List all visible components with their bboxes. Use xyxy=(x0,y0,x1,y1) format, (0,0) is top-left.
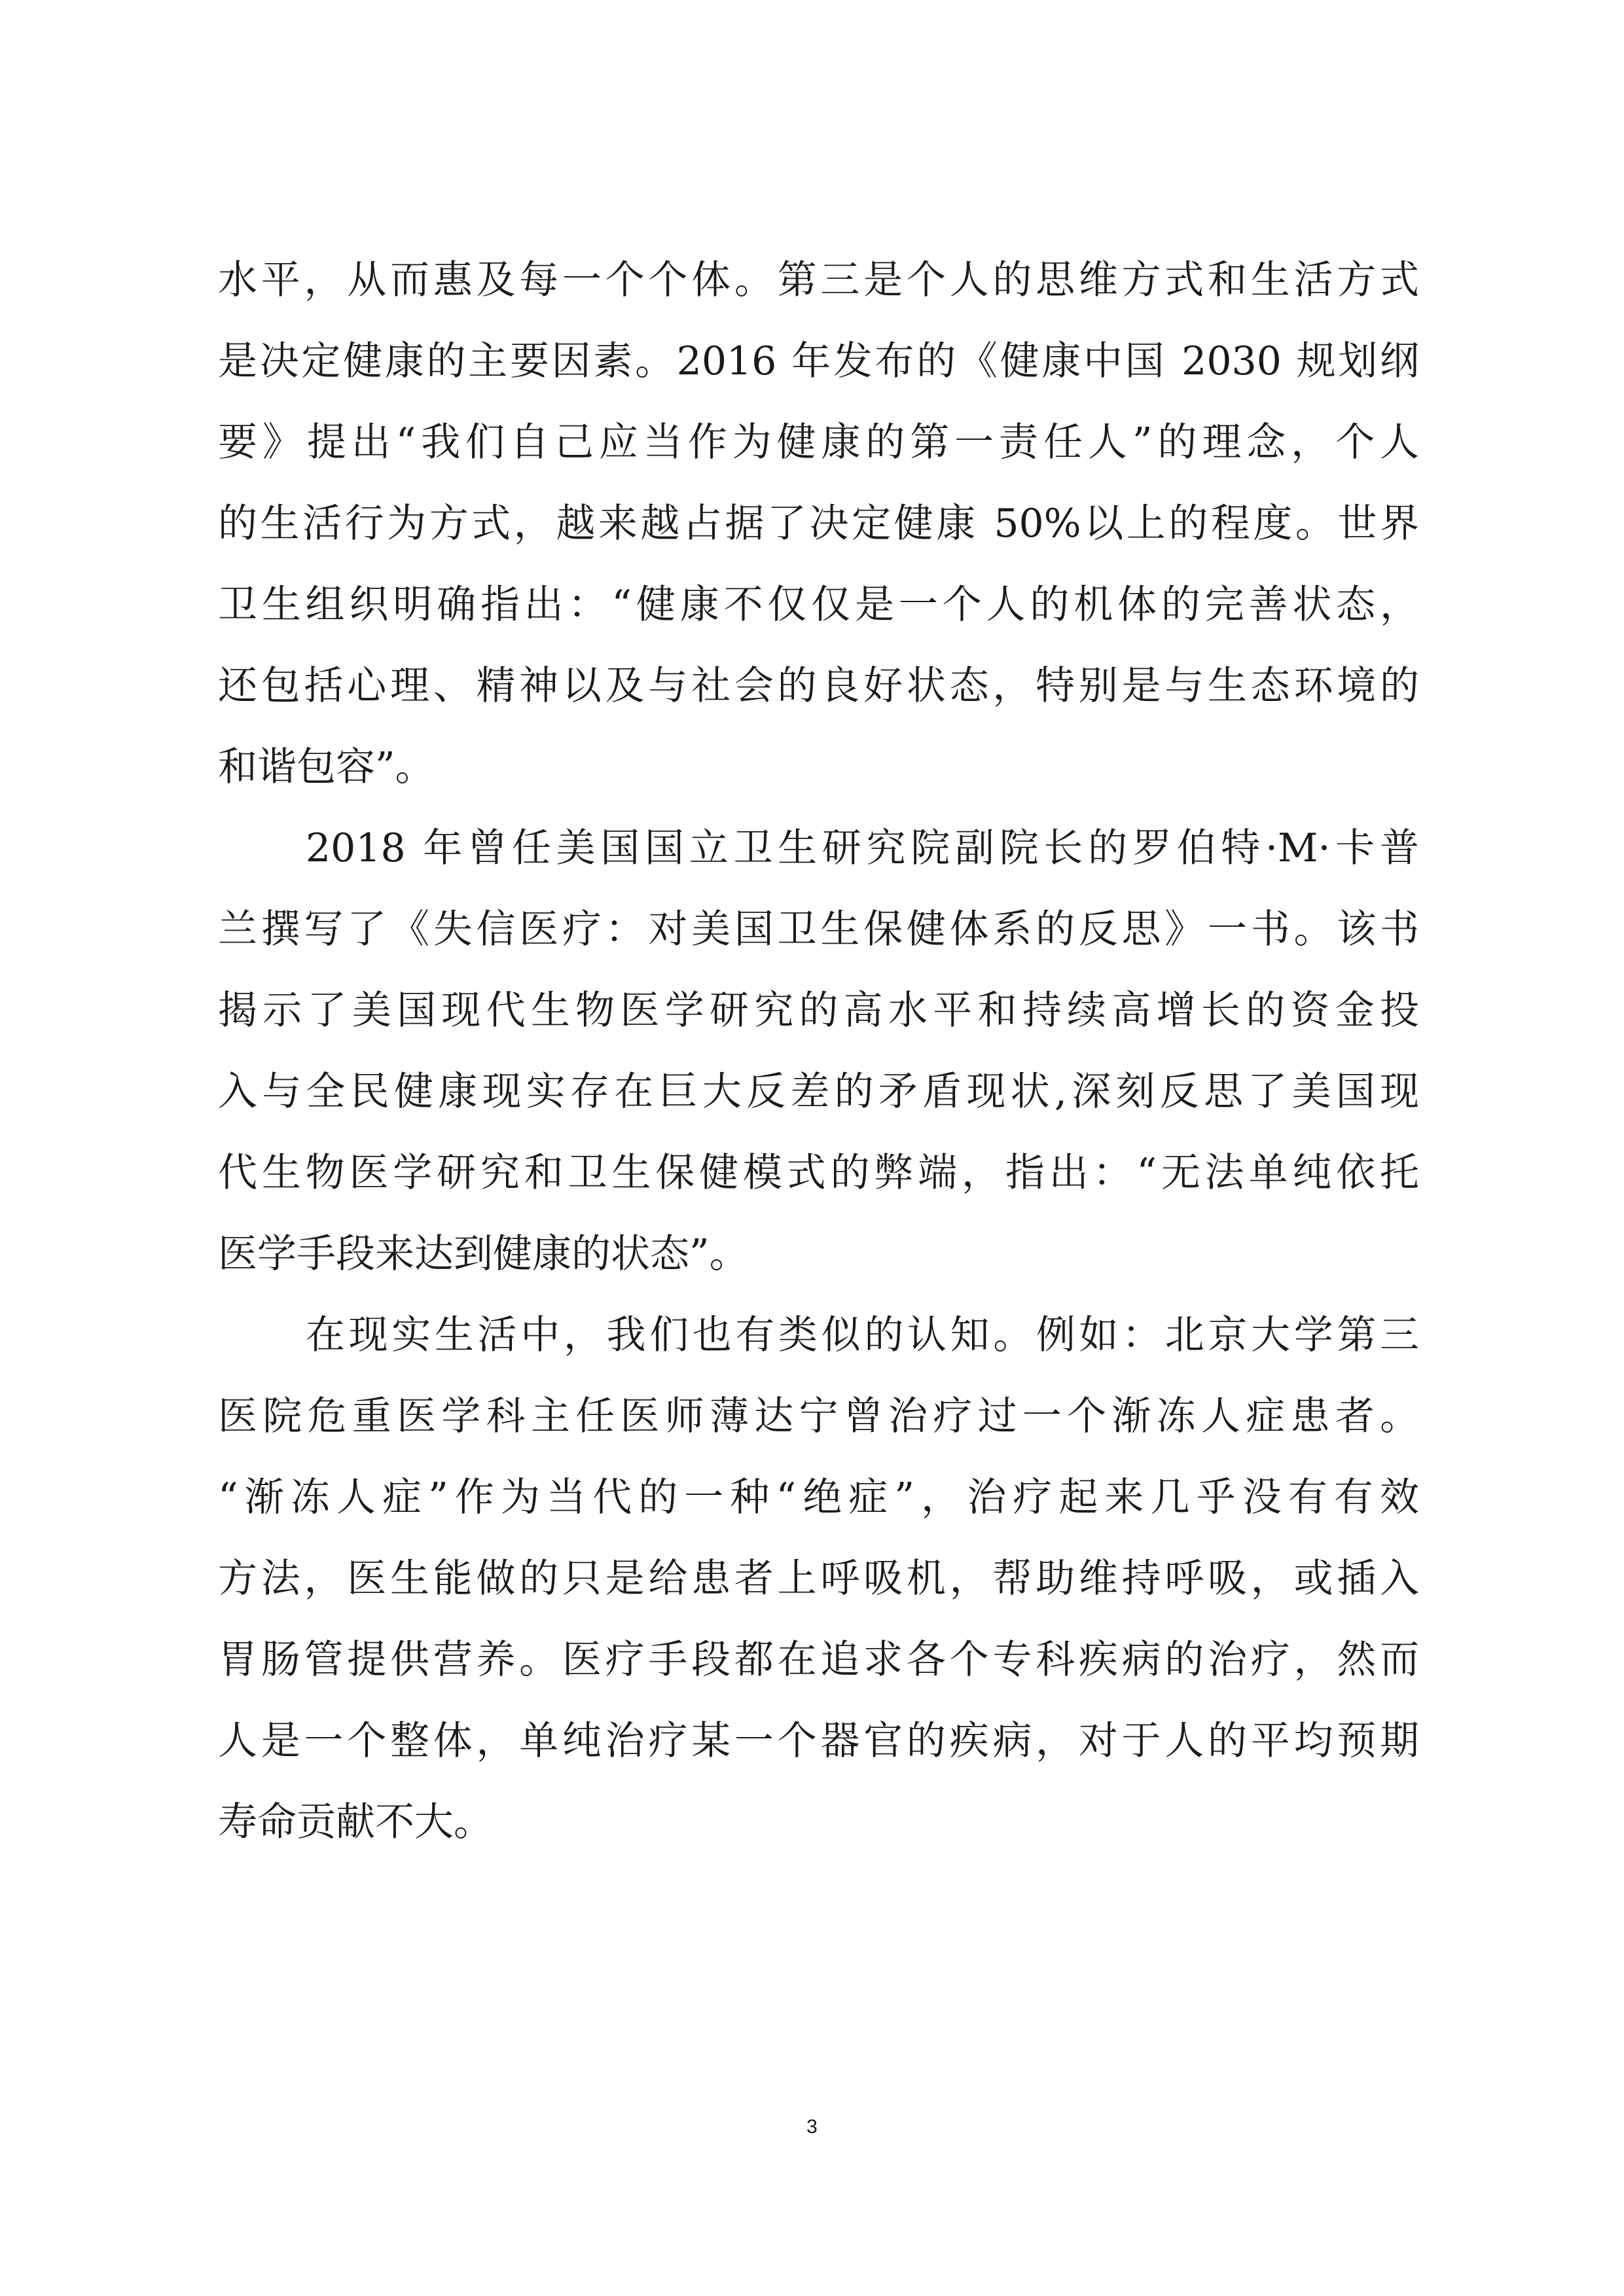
text-line: 医院危重医学科主任医师薄达宁曾治疗过一个渐冻人症患者。 xyxy=(218,1393,1419,1439)
text-line: 和谐包容”。 xyxy=(218,744,435,790)
text-line: 是决定健康的主要因素。2016 年发布的《健康中国 2030 规划纲 xyxy=(218,338,1419,384)
text-line: 胃肠管提供营养。医疗手段都在追求各个专科疾病的治疗，然而 xyxy=(218,1637,1419,1683)
text-line: 的生活行为方式，越来越占据了决定健康 50%以上的程度。世界 xyxy=(218,501,1419,547)
text-line: 揭示了美国现代生物医学研究的高水平和持续高增长的资金投 xyxy=(218,988,1419,1033)
body-text xyxy=(218,240,1419,1863)
text-line: 代生物医学研究和卫生保健模式的弊端，指出：“无法单纯依托 xyxy=(218,1150,1419,1196)
text-line: 要》提出“我们自己应当作为健康的第一责任人”的理念，个人 xyxy=(218,420,1419,465)
text-line: 人是一个整体，单纯治疗某一个器官的疾病，对于人的平均预期 xyxy=(218,1718,1419,1764)
text-line: 卫生组织明确指出：“健康不仅仅是一个人的机体的完善状态， xyxy=(218,582,1419,628)
text-line: 还包括心理、精神以及与社会的良好状态，特别是与生态环境的 xyxy=(218,663,1419,709)
text-line: 在现实生活中，我们也有类似的认知。例如：北京大学第三 xyxy=(306,1312,1419,1358)
text-line: 2018 年曾任美国国立卫生研究院副院长的罗伯特·M·卡普 xyxy=(306,825,1419,871)
text-line: 医学手段来达到健康的状态”。 xyxy=(218,1231,749,1277)
text-line: “渐冻人症”作为当代的一种“绝症”，治疗起来几乎没有有效 xyxy=(218,1475,1419,1520)
text-line: 方法，医生能做的只是给患者上呼吸机，帮助维持呼吸，或插入 xyxy=(218,1556,1419,1602)
page-number: 3 xyxy=(806,2116,818,2138)
text-line: 兰撰写了《失信医疗：对美国卫生保健体系的反思》一书。该书 xyxy=(218,906,1419,952)
text-line: 水平，从而惠及每一个个体。第三是个人的思维方式和生活方式 xyxy=(218,257,1419,303)
text-line: 入与全民健康现实存在巨大反差的矛盾现状,深刻反思了美国现 xyxy=(218,1069,1419,1115)
text-line: 寿命贡献不大。 xyxy=(218,1799,493,1845)
